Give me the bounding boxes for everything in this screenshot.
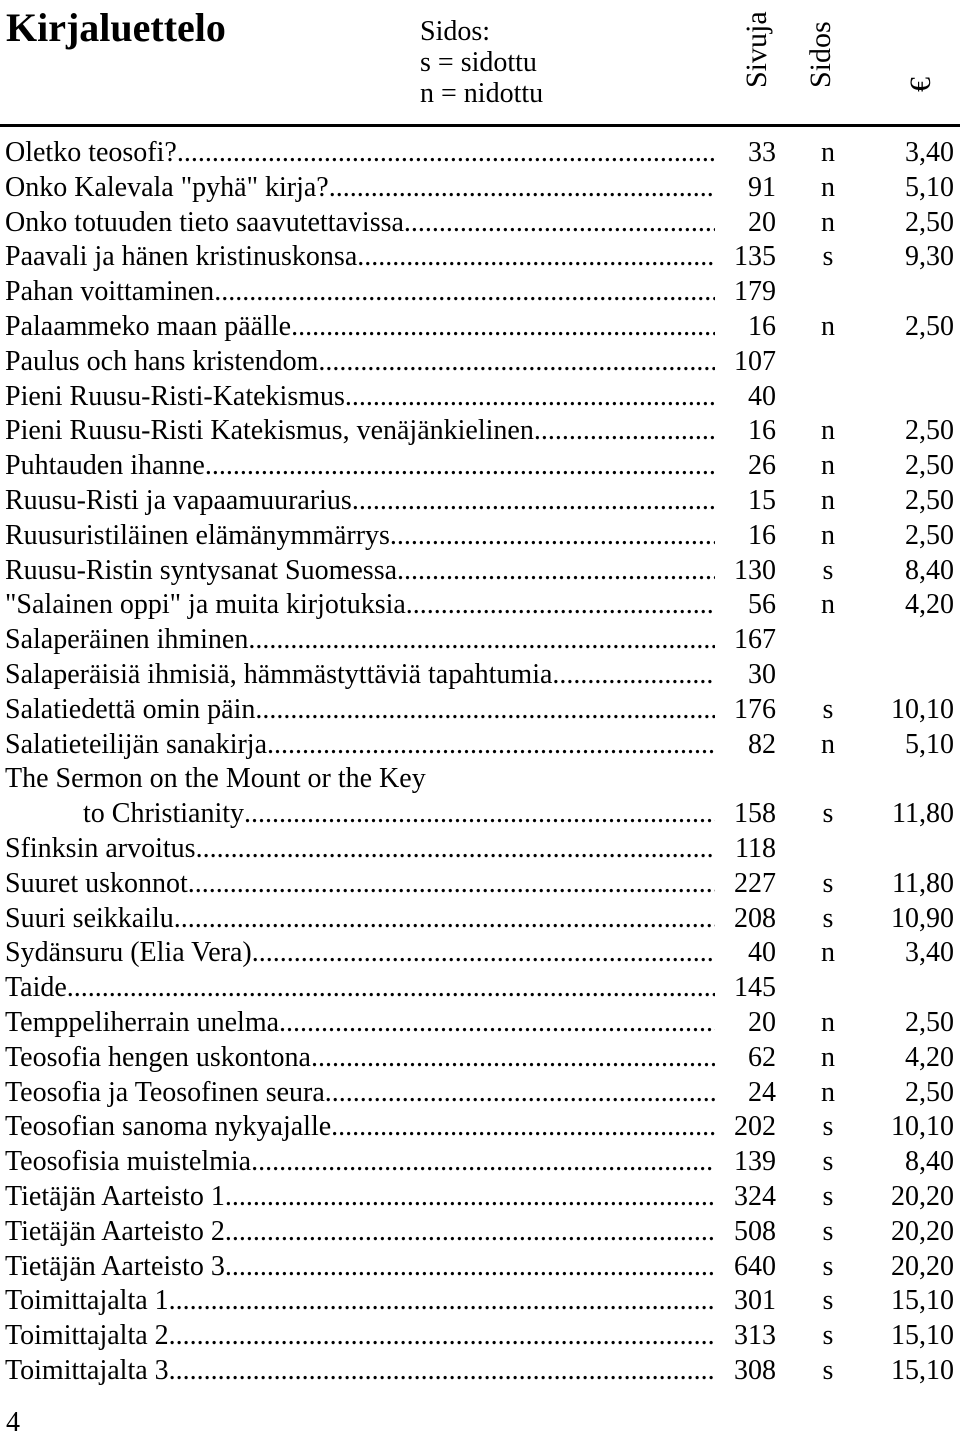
column-header-binding: Sidos — [804, 21, 837, 88]
book-row — [0, 240, 960, 275]
dot-leader — [225, 1250, 715, 1285]
book-binding: n — [821, 519, 835, 551]
book-binding: n — [821, 484, 835, 516]
book-title-cell — [5, 1284, 715, 1319]
book-title-cell — [5, 136, 715, 171]
dot-leader — [552, 658, 715, 693]
book-row — [0, 1215, 960, 1250]
book-row — [0, 1145, 960, 1180]
book-pages: 301 — [734, 1285, 776, 1317]
book-title: Salaperäinen ihminen — [5, 624, 249, 656]
book-title: Teosofian sanoma nykyajalle — [5, 1111, 332, 1143]
dot-leader — [177, 136, 715, 171]
book-binding: n — [821, 1006, 835, 1038]
book-title-cell — [5, 832, 715, 867]
book-pages: 16 — [748, 415, 776, 447]
book-title-cell — [5, 588, 715, 623]
dot-leader — [291, 310, 715, 345]
book-title: Pieni Ruusu-Risti Katekismus, venäjänkielinen — [5, 415, 534, 447]
dot-leader — [534, 414, 715, 449]
book-price: 20,20 — [891, 1215, 954, 1247]
book-pages: 91 — [748, 171, 776, 203]
dot-leader — [252, 936, 715, 971]
book-binding: n — [821, 137, 835, 168]
book-price: 20,20 — [891, 1250, 954, 1282]
dot-leader — [205, 449, 715, 484]
book-pages: 62 — [748, 1041, 776, 1073]
dot-leader — [279, 1006, 715, 1041]
book-row — [0, 867, 960, 902]
book-row — [0, 762, 960, 832]
book-price: 8,40 — [905, 1146, 954, 1178]
book-price: 20,20 — [891, 1180, 954, 1212]
book-binding: s — [822, 1285, 834, 1317]
dot-leader — [267, 728, 715, 763]
book-binding: s — [822, 1320, 834, 1352]
book-pages: 145 — [734, 972, 776, 1004]
book-price: 10,10 — [891, 693, 954, 725]
book-title: Taide — [5, 972, 67, 1004]
column-header-price: € — [904, 77, 937, 92]
book-pages: 176 — [734, 693, 776, 725]
book-binding: s — [822, 902, 834, 934]
book-price: 9,30 — [905, 241, 954, 273]
dot-leader — [318, 345, 715, 380]
book-title: Toimittajalta 1 — [5, 1285, 169, 1317]
book-pages: 135 — [734, 241, 776, 273]
dot-leader — [406, 588, 715, 623]
book-price: 15,10 — [891, 1285, 954, 1317]
column-header-pages: Sivuja — [740, 11, 773, 88]
book-title: Onko Kalevala "pyhä" kirja? — [5, 171, 329, 203]
book-title: Toimittajalta 3 — [5, 1354, 169, 1386]
book-binding: s — [822, 1354, 834, 1386]
book-row — [0, 519, 960, 554]
book-list — [0, 136, 960, 1389]
book-title-cell — [5, 206, 715, 241]
book-price: 5,10 — [905, 171, 954, 203]
legend-heading: Sidos: — [420, 16, 491, 47]
book-binding: s — [822, 693, 834, 725]
book-binding: n — [821, 171, 835, 203]
book-title: Sydänsuru (Elia Vera) — [5, 937, 252, 969]
book-pages: 202 — [734, 1111, 776, 1143]
book-title-cell — [5, 1006, 715, 1041]
book-pages: 20 — [748, 1006, 776, 1038]
book-pages: 130 — [734, 554, 776, 586]
book-title-continuation: to Christianity — [83, 798, 244, 830]
book-binding: s — [822, 1111, 834, 1143]
book-title: Pahan voittaminen — [5, 276, 215, 308]
dot-leader — [214, 275, 715, 310]
dot-leader — [225, 1215, 715, 1250]
book-row — [0, 449, 960, 484]
book-row — [0, 1319, 960, 1354]
book-row — [0, 1284, 960, 1319]
book-pages: 16 — [748, 310, 776, 342]
book-binding: n — [821, 206, 835, 238]
book-title-cell — [5, 1319, 715, 1354]
book-binding: s — [822, 241, 834, 273]
book-pages: 107 — [734, 345, 776, 377]
book-row — [0, 310, 960, 345]
dot-leader — [251, 1145, 715, 1180]
legend-bound: s = sidottu — [420, 47, 537, 78]
book-price: 15,10 — [891, 1354, 954, 1386]
book-pages: 139 — [734, 1146, 776, 1178]
book-pages: 640 — [734, 1250, 776, 1282]
book-title-cell — [5, 1354, 715, 1389]
book-title-cell — [5, 902, 715, 937]
book-row — [0, 275, 960, 310]
dot-leader — [188, 867, 715, 902]
book-price: 2,50 — [905, 310, 954, 342]
book-binding: s — [822, 798, 834, 830]
book-title-cell — [5, 275, 715, 310]
dot-leader — [174, 902, 715, 937]
book-pages: 40 — [748, 380, 776, 412]
book-title: Tietäjän Aarteisto 1 — [5, 1180, 225, 1212]
book-title: Salatieteilijän sanakirja — [5, 728, 268, 760]
book-binding: s — [822, 1180, 834, 1212]
book-binding: s — [822, 554, 834, 586]
dot-leader — [325, 1076, 715, 1111]
book-pages: 179 — [734, 276, 776, 308]
book-row — [0, 728, 960, 763]
book-row — [0, 832, 960, 867]
dot-leader — [352, 484, 715, 519]
book-price: 2,50 — [905, 484, 954, 516]
legend-unbound: n = nidottu — [420, 78, 544, 109]
page-title: Kirjaluettelo — [6, 5, 226, 50]
book-title: Suuret uskonnot — [5, 867, 188, 899]
dot-leader — [404, 206, 715, 241]
book-price: 10,10 — [891, 1111, 954, 1143]
book-title: "Salainen oppi" ja muita kirjotuksia — [5, 589, 406, 621]
book-price: 4,20 — [905, 1041, 954, 1073]
book-pages: 208 — [734, 902, 776, 934]
book-pages: 118 — [735, 832, 776, 864]
book-pages: 24 — [748, 1076, 776, 1108]
book-pages: 158 — [734, 798, 776, 830]
book-title: Pieni Ruusu-Risti-Katekismus — [5, 380, 345, 412]
dot-leader — [311, 1041, 715, 1076]
book-title: Tietäjän Aarteisto 2 — [5, 1215, 225, 1247]
book-row — [0, 171, 960, 206]
page-number: 4 — [6, 1407, 20, 1438]
book-title: Palaammeko maan päälle — [5, 310, 292, 342]
book-title-cell — [5, 971, 715, 1006]
book-title-cell — [5, 693, 715, 728]
book-row — [0, 693, 960, 728]
book-row — [0, 414, 960, 449]
book-title-cell — [5, 762, 715, 832]
book-binding: s — [822, 867, 834, 899]
book-pages: 33 — [748, 137, 776, 168]
book-row — [0, 1076, 960, 1111]
book-price: 15,10 — [891, 1320, 954, 1352]
book-title-cell — [5, 345, 715, 380]
book-row — [0, 1180, 960, 1215]
book-title-cell — [5, 171, 715, 206]
book-binding: n — [821, 728, 835, 760]
book-pages: 508 — [734, 1215, 776, 1247]
book-pages: 26 — [748, 450, 776, 482]
book-row — [0, 554, 960, 589]
book-title: Paavali ja hänen kristinuskonsa — [5, 241, 358, 273]
dot-leader — [357, 240, 715, 275]
dot-leader — [248, 623, 715, 658]
book-pages: 16 — [748, 519, 776, 551]
dot-leader — [345, 380, 715, 415]
dot-leader — [331, 1110, 715, 1145]
book-title-cell — [5, 380, 715, 415]
book-pages: 324 — [734, 1180, 776, 1212]
book-title: Onko totuuden tieto saavutettavissa — [5, 206, 404, 238]
book-price: 3,40 — [905, 937, 954, 969]
book-title: Teosofisia muistelmia — [5, 1146, 252, 1178]
book-row — [0, 345, 960, 380]
book-binding: n — [821, 1076, 835, 1108]
book-title: Toimittajalta 2 — [5, 1320, 169, 1352]
book-title-cell — [5, 449, 715, 484]
dot-leader — [169, 1284, 715, 1319]
book-title: Sfinksin arvoitus — [5, 832, 196, 864]
book-binding: n — [821, 310, 835, 342]
dot-leader — [244, 797, 715, 832]
book-title-cell — [5, 240, 715, 275]
book-pages: 15 — [748, 484, 776, 516]
book-title: The Sermon on the Mount or the Key — [5, 763, 426, 795]
book-price: 3,40 — [905, 137, 954, 168]
book-row — [0, 1354, 960, 1389]
book-row — [0, 484, 960, 519]
book-row — [0, 1250, 960, 1285]
book-title: Tietäjän Aarteisto 3 — [5, 1250, 225, 1282]
book-pages: 82 — [748, 728, 776, 760]
book-row — [0, 136, 960, 171]
book-pages: 56 — [748, 589, 776, 621]
book-price: 2,50 — [905, 1076, 954, 1108]
book-title-cell — [5, 310, 715, 345]
book-price: 10,90 — [891, 902, 954, 934]
book-title-cell — [5, 1180, 715, 1215]
book-pages: 313 — [734, 1320, 776, 1352]
book-row — [0, 936, 960, 971]
book-row — [0, 902, 960, 937]
book-title-cell — [5, 519, 715, 554]
book-title: Paulus och hans kristendom — [5, 345, 319, 377]
dot-leader — [255, 693, 715, 728]
book-price: 2,50 — [905, 206, 954, 238]
book-title-cell — [5, 623, 715, 658]
book-pages: 308 — [734, 1354, 776, 1386]
dot-leader — [225, 1180, 715, 1215]
book-binding: s — [822, 1250, 834, 1282]
book-price: 4,20 — [905, 589, 954, 621]
book-title: Puhtauden ihanne — [5, 450, 205, 482]
dot-leader — [397, 554, 715, 589]
book-row — [0, 623, 960, 658]
book-pages: 30 — [748, 658, 776, 690]
book-title-cell — [5, 867, 715, 902]
dot-leader — [169, 1319, 715, 1354]
book-row — [0, 1110, 960, 1145]
book-price: 2,50 — [905, 415, 954, 447]
book-row — [0, 380, 960, 415]
book-row — [0, 971, 960, 1006]
book-title-cell — [5, 1110, 715, 1145]
book-title: Salatiedettä omin päin — [5, 693, 256, 725]
book-pages: 20 — [748, 206, 776, 238]
book-binding: s — [822, 1146, 834, 1178]
book-title-cell — [5, 1215, 715, 1250]
book-title-cell — [5, 484, 715, 519]
book-title: Oletko teosofi? — [5, 137, 177, 168]
dot-leader — [329, 171, 715, 206]
book-price: 8,40 — [905, 554, 954, 586]
book-row — [0, 658, 960, 693]
book-title: Temppeliherrain unelma — [5, 1006, 280, 1038]
book-binding: n — [821, 589, 835, 621]
book-title-cell — [5, 554, 715, 589]
book-title: Ruusuristiläinen elämänymmärrys — [5, 519, 390, 551]
book-title: Teosofia hengen uskontona — [5, 1041, 311, 1073]
book-binding: n — [821, 1041, 835, 1073]
book-title: Suuri seikkailu — [5, 902, 174, 934]
book-binding: n — [821, 415, 835, 447]
book-title: Teosofia ja Teosofinen seura — [5, 1076, 325, 1108]
book-title-cell — [5, 1250, 715, 1285]
book-title-cell — [5, 1076, 715, 1111]
book-binding: n — [821, 450, 835, 482]
book-title-cell — [5, 1041, 715, 1076]
header-divider — [0, 124, 960, 127]
book-title-cell — [5, 936, 715, 971]
book-price: 5,10 — [905, 728, 954, 760]
book-price: 2,50 — [905, 1006, 954, 1038]
book-binding: n — [821, 937, 835, 969]
book-title-cell — [5, 658, 715, 693]
book-title: Ruusu-Ristin syntysanat Suomessa — [5, 554, 398, 586]
dot-leader — [196, 832, 715, 867]
book-pages: 167 — [734, 624, 776, 656]
book-title: Ruusu-Risti ja vapaamuurarius — [5, 484, 352, 516]
dot-leader — [390, 519, 715, 554]
book-row — [0, 206, 960, 241]
book-title-cell — [5, 1145, 715, 1180]
book-price: 2,50 — [905, 450, 954, 482]
book-pages: 40 — [748, 937, 776, 969]
book-row — [0, 1006, 960, 1041]
book-binding: s — [822, 1215, 834, 1247]
dot-leader — [169, 1354, 715, 1389]
book-row — [0, 1041, 960, 1076]
book-title-cell — [5, 728, 715, 763]
book-price: 2,50 — [905, 519, 954, 551]
dot-leader — [67, 971, 715, 1006]
book-price: 11,80 — [892, 867, 954, 899]
book-title: Salaperäisiä ihmisiä, hämmästyttäviä tapahtumia — [5, 658, 553, 690]
book-title-cell — [5, 414, 715, 449]
book-row — [0, 588, 960, 623]
binding-legend — [420, 16, 543, 109]
book-pages: 227 — [734, 867, 776, 899]
book-price: 11,80 — [892, 798, 954, 830]
